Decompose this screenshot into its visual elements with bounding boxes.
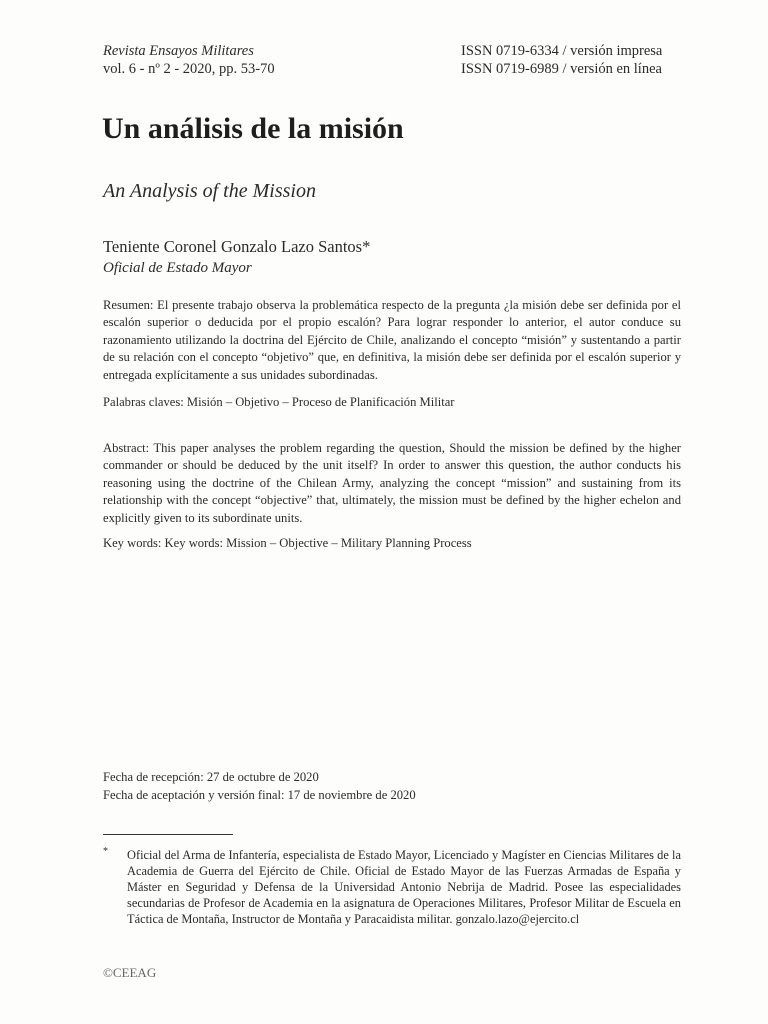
- journal-volume: vol. 6 - nº 2 - 2020, pp. 53-70: [103, 61, 275, 77]
- resumen-paragraph: Resumen: El presente trabajo observa la problemática respecto de la pregunta ¿la misión debe ser definida por el escalón superior o deducida por el propio escalón? Para lograr responder lo anterior, el autor conduce su razonamiento utilizando la doctrina del Ejército de Chile, analizando el concepto “misión” y sustentando a partir de su relación con el concepto “objetivo” que, en definitiva, la misión debe ser definida por el escalón superior y entregada explícitamente a sus unidades subordinadas.: [103, 298, 681, 382]
- author-role: Oficial de Estado Mayor: [103, 260, 252, 276]
- journal-header: [103, 42, 275, 78]
- issn-header: [461, 42, 662, 78]
- footnote-mark: *: [103, 846, 108, 857]
- author-name: Teniente Coronel Gonzalo Lazo Santos*: [103, 237, 371, 256]
- article-title: Un análisis de la misión: [102, 112, 404, 145]
- issn-print: ISSN 0719-6334 / versión impresa: [461, 43, 663, 59]
- footnote-divider: [103, 834, 233, 835]
- article-subtitle: An Analysis of the Mission: [103, 180, 316, 202]
- issn-online: ISSN 0719-6989 / versión en línea: [461, 61, 662, 77]
- copyright: ©CEEAG: [103, 965, 157, 980]
- footnote-text: Oficial del Arma de Infantería, especialista de Estado Mayor, Licenciado y Magíster en Ciencias Militares de la Academia de Guerra del Ejército de Chile. Oficial de Estado Mayor de las Fuerzas Armadas de España y Máster en Seguridad y Defensa de la Universidad Antonio Nebrija de Madrid. Posee las especialidades secundarias de Profesor de Academia en la asignatura de Operaciones Militares, Profesor Militar de Escuela en Táctica de Montaña, Instructor de Montaña y Paracaidista militar. gonzalo.lazo@ejercito.cl: [127, 848, 681, 927]
- date-received: Fecha de recepción: 27 de octubre de 2020: [103, 770, 319, 784]
- date-accepted: Fecha de aceptación y versión final: 17 de noviembre de 2020: [103, 788, 416, 802]
- abstract-paragraph: Abstract: This paper analyses the problem regarding the question, Should the mission be defined by the higher commander or should be deduced by the unit itself? In order to answer this question, the author conducts his reasoning using the doctrine of the Chilean Army, analyzing the concept “mission” and sustaining from its relationship with the concept “objective” that, ultimately, the mission must be defined by the higher echelon and explicitly given to its subordinate units.: [103, 441, 681, 525]
- journal-name: Revista Ensayos Militares: [103, 43, 254, 59]
- key-words: Key words: Key words: Mission – Objective – Military Planning Process: [103, 536, 472, 550]
- palabras-claves: Palabras claves: Misión – Objetivo – Proceso de Planificación Militar: [103, 395, 455, 409]
